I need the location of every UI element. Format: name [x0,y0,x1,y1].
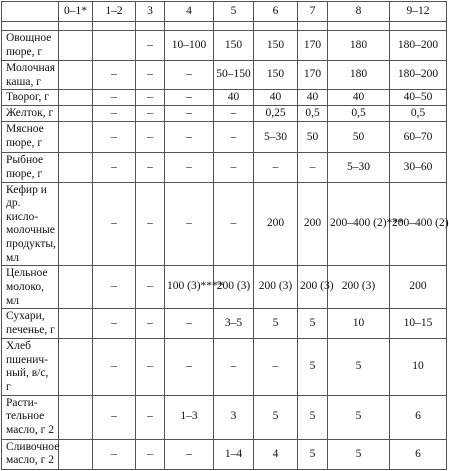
value-cell: – [93,61,136,90]
table-row [2,439,447,469]
value-cell: 180 [328,31,390,61]
value-cell: – [254,339,298,395]
value-cell: 6 [390,439,447,469]
value-cell: 6 [390,395,447,439]
table-row [2,266,447,309]
product-name-cell: Мясное пюре, г [2,122,59,153]
header-cell: 9–12 [390,2,447,22]
table-row [2,339,447,395]
value-cell: 5 [254,309,298,339]
value-cell: – [136,182,165,266]
value-cell: 200 (3) [328,266,390,309]
value-cell: 100 (3)**** [165,266,214,309]
table-row [2,61,447,90]
value-cell: 10 [328,309,390,339]
value-cell: 60–70 [390,122,447,153]
value-cell: 0,5 [328,106,390,122]
value-cell: – [93,339,136,395]
value-cell: – [93,90,136,106]
value-cell: – [214,122,254,153]
value-cell: – [136,439,165,469]
empty-cell [165,22,214,31]
value-cell [59,122,93,153]
value-cell [59,439,93,469]
value-cell: 5 [298,309,328,339]
value-cell: 40 [254,90,298,106]
empty-cell [298,22,328,31]
value-cell: 200–400 (2)*** [328,182,390,266]
value-cell [59,153,93,182]
value-cell: – [165,439,214,469]
header-row [2,2,447,22]
table-row [2,90,447,106]
value-cell: – [93,122,136,153]
value-cell: 180 [328,61,390,90]
value-cell: 1–3 [165,395,214,439]
feeding-table [1,1,447,470]
table-row [2,395,447,439]
empty-cell [59,22,93,31]
value-cell: 200 [390,266,447,309]
value-cell: – [298,153,328,182]
value-cell: – [136,339,165,395]
empty-cell [93,22,136,31]
value-cell: 10–100 [165,31,214,61]
value-cell: – [93,439,136,469]
value-cell: 180–200 [390,61,447,90]
value-cell [59,106,93,122]
value-cell: – [93,266,136,309]
value-cell: 170 [298,31,328,61]
table-row [2,106,447,122]
value-cell: – [165,61,214,90]
product-name-cell: Творог, г [2,90,59,106]
product-name-cell: Желток, г [2,106,59,122]
value-cell: 3 [214,395,254,439]
value-cell: – [136,31,165,61]
value-cell: 0,5 [298,106,328,122]
value-cell: 30–60 [390,153,447,182]
value-cell: 10 [390,339,447,395]
value-cell: 40–50 [390,90,447,106]
header-cell: 6 [254,2,298,22]
table-row [2,309,447,339]
table-row [2,31,447,61]
value-cell: 200 (3) [298,266,328,309]
value-cell: – [93,153,136,182]
header-cell: 1–2 [93,2,136,22]
value-cell: – [254,153,298,182]
value-cell: 40 [328,90,390,106]
value-cell: – [165,122,214,153]
value-cell [59,395,93,439]
value-cell: 40 [298,90,328,106]
value-cell: 5 [328,339,390,395]
value-cell: – [165,90,214,106]
spacer-row [2,22,447,31]
value-cell: 150 [254,31,298,61]
value-cell: – [93,309,136,339]
value-cell: 10–15 [390,309,447,339]
value-cell: 5 [254,395,298,439]
product-name-cell: Расти-тельное масло, г 2 [2,395,59,439]
value-cell: 150 [254,61,298,90]
value-cell: 0,5 [390,106,447,122]
value-cell: – [214,339,254,395]
value-cell: – [165,106,214,122]
value-cell: 1–4 [214,439,254,469]
value-cell: 200 (3) [254,266,298,309]
product-name-cell: Овощное пюре, г [2,31,59,61]
empty-cell [390,22,447,31]
value-cell: – [136,266,165,309]
empty-cell [214,22,254,31]
value-cell: 5 [298,395,328,439]
value-cell [59,61,93,90]
header-cell: 4 [165,2,214,22]
value-cell [59,309,93,339]
value-cell: – [93,395,136,439]
value-cell: – [136,61,165,90]
value-cell: 5–30 [254,122,298,153]
value-cell: 5 [328,395,390,439]
header-cell: 3 [136,2,165,22]
value-cell [59,339,93,395]
header-cell: 7 [298,2,328,22]
value-cell: – [214,106,254,122]
header-cell [2,2,59,22]
product-name-cell: Молочная каша, г [2,61,59,90]
product-name-cell: Кефир и др. кисло-молочные продукты, мл [2,182,59,266]
value-cell: – [165,309,214,339]
value-cell: 200–400 (2) [390,182,447,266]
value-cell [59,266,93,309]
value-cell: 200 (3) [214,266,254,309]
table-row [2,182,447,266]
value-cell: – [136,309,165,339]
value-cell [59,90,93,106]
value-cell: – [214,153,254,182]
header-cell: 0–1* [59,2,93,22]
header-cell: 8 [328,2,390,22]
value-cell: 200 [298,182,328,266]
value-cell: 5 [298,439,328,469]
product-name-cell: Хлеб пшенич-ный, в/с, г [2,339,59,395]
value-cell: – [136,90,165,106]
product-name-cell: Рыбное пюре, г [2,153,59,182]
product-name-cell: Сухари, печенье, г [2,309,59,339]
value-cell: 180–200 [390,31,447,61]
empty-cell [254,22,298,31]
value-cell: – [165,153,214,182]
value-cell: 50 [328,122,390,153]
value-cell: – [165,182,214,266]
value-cell: 170 [298,61,328,90]
value-cell: 40 [214,90,254,106]
value-cell: – [93,182,136,266]
value-cell: – [136,153,165,182]
table-row [2,153,447,182]
value-cell: – [165,339,214,395]
value-cell: 4 [254,439,298,469]
value-cell: 5 [328,439,390,469]
value-cell [59,182,93,266]
value-cell: 200 [254,182,298,266]
value-cell: 50–150 [214,61,254,90]
product-name-cell: Сливочное масло, г 2 [2,439,59,469]
value-cell: 150 [214,31,254,61]
empty-cell [328,22,390,31]
value-cell: 0,25 [254,106,298,122]
value-cell: 3–5 [214,309,254,339]
value-cell: – [136,122,165,153]
value-cell: – [214,182,254,266]
value-cell: 5–30 [328,153,390,182]
value-cell: – [136,395,165,439]
value-cell: 5 [298,339,328,395]
value-cell: – [93,106,136,122]
table-row [2,122,447,153]
value-cell [59,31,93,61]
value-cell: 50 [298,122,328,153]
product-name-cell: Цельное молоко, мл [2,266,59,309]
empty-cell [2,22,59,31]
value-cell: – [136,106,165,122]
header-cell: 5 [214,2,254,22]
empty-cell [136,22,165,31]
value-cell [93,31,136,61]
